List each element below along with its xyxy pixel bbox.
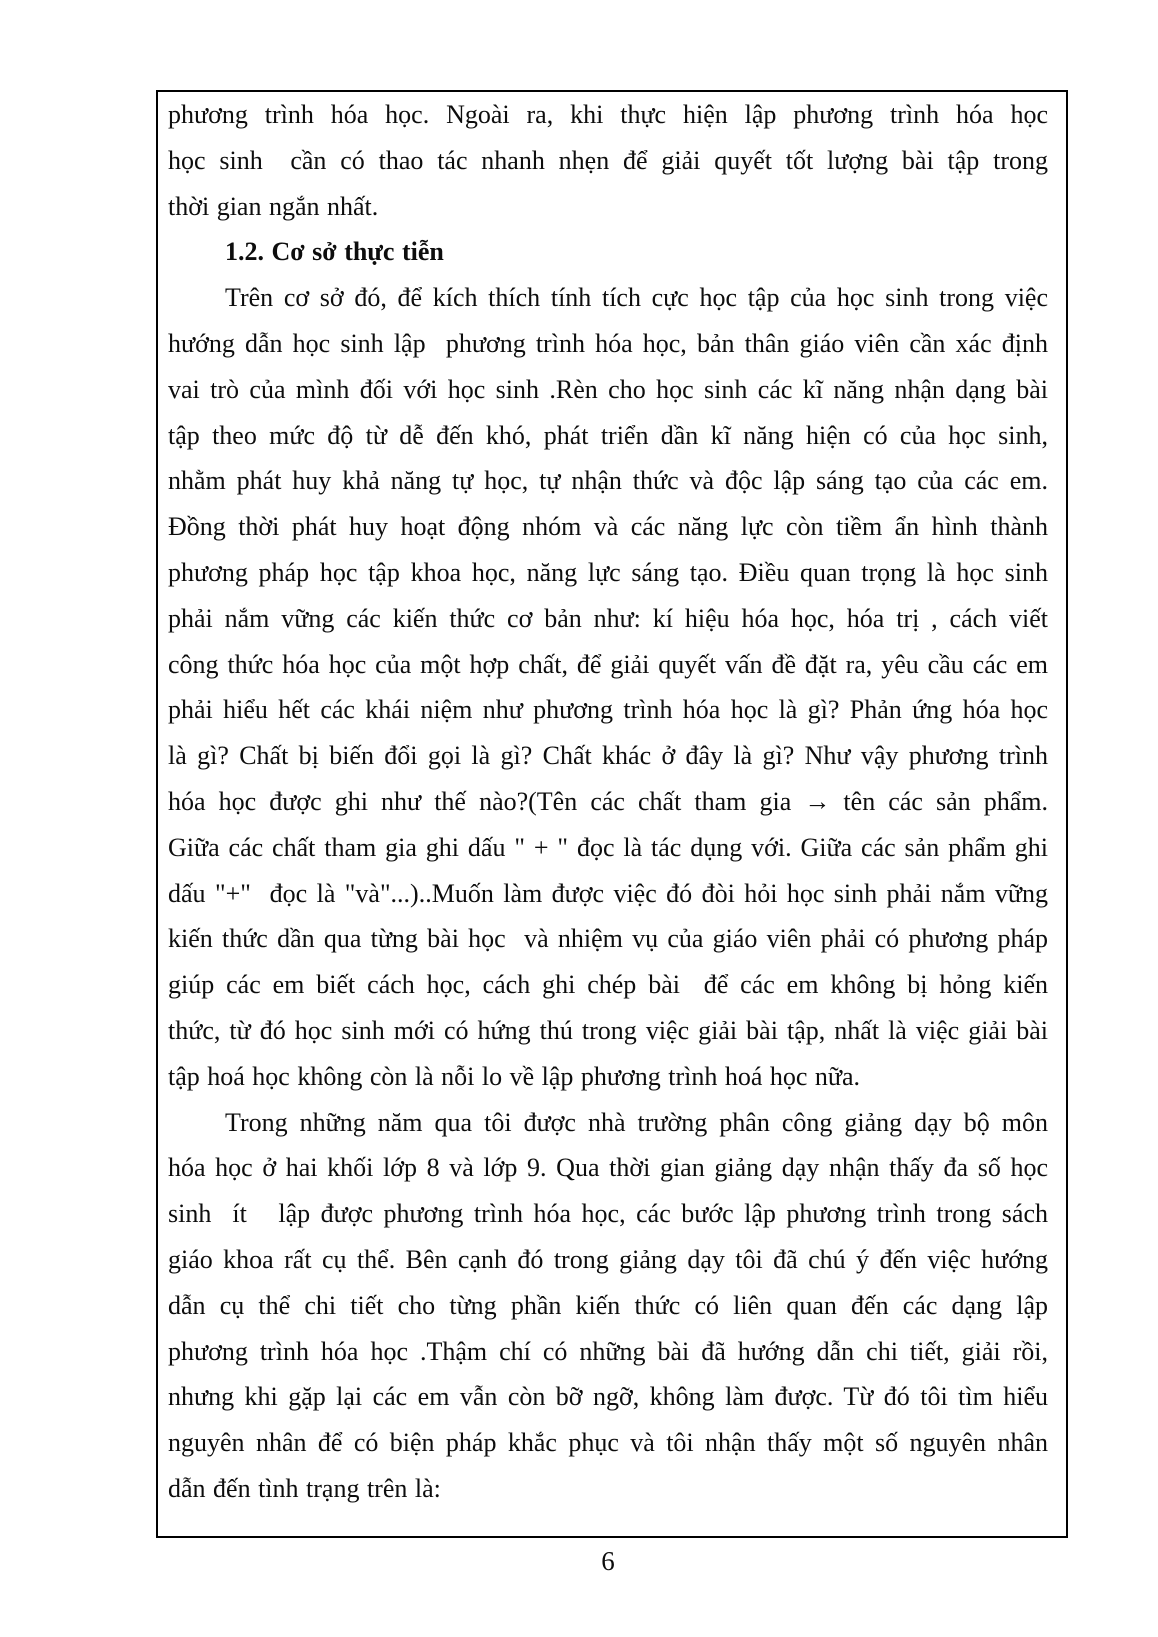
- text-line: học sinh cần có thao tác nhanh nhẹn để giải quyết tốt lượng bài tập trong: [168, 145, 1048, 175]
- text-line: hướng dẫn học sinh lập phương trình hóa học, bản thân giáo viên cần xác định: [168, 328, 1048, 358]
- text-line: thời gian ngắn nhất.: [168, 191, 379, 221]
- text-line: thức, từ đó học sinh mới có hứng thú trong việc giải bài tập, nhất là việc giải bài: [168, 1015, 1048, 1045]
- text-line: tập theo mức độ từ dễ đến khó, phát triển dần kĩ năng hiện có của học sinh,: [168, 420, 1048, 450]
- text-line: hóa học được ghi như thế nào?(Tên các chất tham gia → tên các sản phẩm.: [168, 786, 1048, 816]
- text-line: phải nắm vững các kiến thức cơ bản như: kí hiệu hóa học, hóa trị , cách viết: [168, 603, 1048, 633]
- text-line: nhằm phát huy khả năng tự học, tự nhận thức và độc lập sáng tạo của các em.: [168, 466, 1048, 496]
- text-line: dẫn đến tình trạng trên là:: [168, 1473, 441, 1503]
- text-body: [168, 92, 1048, 1512]
- text-line: giúp các em biết cách học, cách ghi chép bài để các em không bị hỏng kiến: [168, 970, 1048, 1000]
- text-line: sinh ít lập được phương trình hóa học, các bước lập phương trình trong sách: [168, 1199, 1048, 1229]
- text-line: phương trình hóa học .Thậm chí có những bài đã hướng dẫn chi tiết, giải rồi,: [168, 1336, 1048, 1366]
- text-line: vai trò của mình đối với học sinh .Rèn cho học sinh các kĩ năng nhận dạng bài: [168, 374, 1048, 404]
- text-line: phương trình hóa học. Ngoài ra, khi thực hiện lập phương trình hóa học: [168, 100, 1048, 129]
- text-line: giáo khoa rất cụ thể. Bên cạnh đó trong giảng dạy tôi đã chú ý đến việc hướng: [168, 1244, 1048, 1274]
- text-line: dấu "+" đọc là "và"...)..Muốn làm được việc đó đòi hỏi học sinh phải nắm vững: [168, 878, 1048, 908]
- text-line: Giữa các chất tham gia ghi dấu " + " đọc là tác dụng với. Giữa các sản phẩm ghi: [168, 832, 1048, 862]
- text-line: Đồng thời phát huy hoạt động nhóm và các năng lực còn tiềm ẩn hình thành: [168, 512, 1048, 542]
- text-line: Trên cơ sở đó, để kích thích tính tích cực học tập của học sinh trong việc: [225, 283, 1048, 313]
- text-line: phương pháp học tập khoa học, năng lực sáng tạo. Điều quan trọng là học sinh: [168, 557, 1048, 587]
- text-line: phải hiểu hết các khái niệm như phương trình hóa học là gì? Phản ứng hóa học: [168, 695, 1048, 725]
- text-line: công thức hóa học của một hợp chất, để giải quyết vấn đề đặt ra, yêu cầu các em: [168, 649, 1048, 679]
- section-heading: 1.2. Cơ sở thực tiễn: [225, 237, 444, 267]
- page-number: 6: [601, 1546, 615, 1576]
- text-line: dẫn cụ thể chi tiết cho từng phần kiến thức có liên quan đến các dạng lập: [168, 1290, 1048, 1320]
- text-line: là gì? Chất bị biến đổi gọi là gì? Chất khác ở đây là gì? Như vậy phương trình: [168, 741, 1048, 771]
- text-line: nhưng khi gặp lại các em vẫn còn bỡ ngỡ, không làm được. Từ đó tôi tìm hiểu: [168, 1382, 1048, 1412]
- text-line: hóa học ở hai khối lớp 8 và lớp 9. Qua thời gian giảng dạy nhận thấy đa số học: [168, 1153, 1048, 1183]
- text-line: kiến thức dần qua từng bài học và nhiệm vụ của giáo viên phải có phương pháp: [168, 924, 1048, 954]
- text-line: nguyên nhân để có biện pháp khắc phục và tôi nhận thấy một số nguyên nhân: [168, 1428, 1048, 1458]
- text-line: tập hoá học không còn là nỗi lo về lập phương trình hoá học nữa.: [168, 1061, 861, 1091]
- text-line: Trong những năm qua tôi được nhà trường phân công giảng dạy bộ môn: [225, 1107, 1048, 1137]
